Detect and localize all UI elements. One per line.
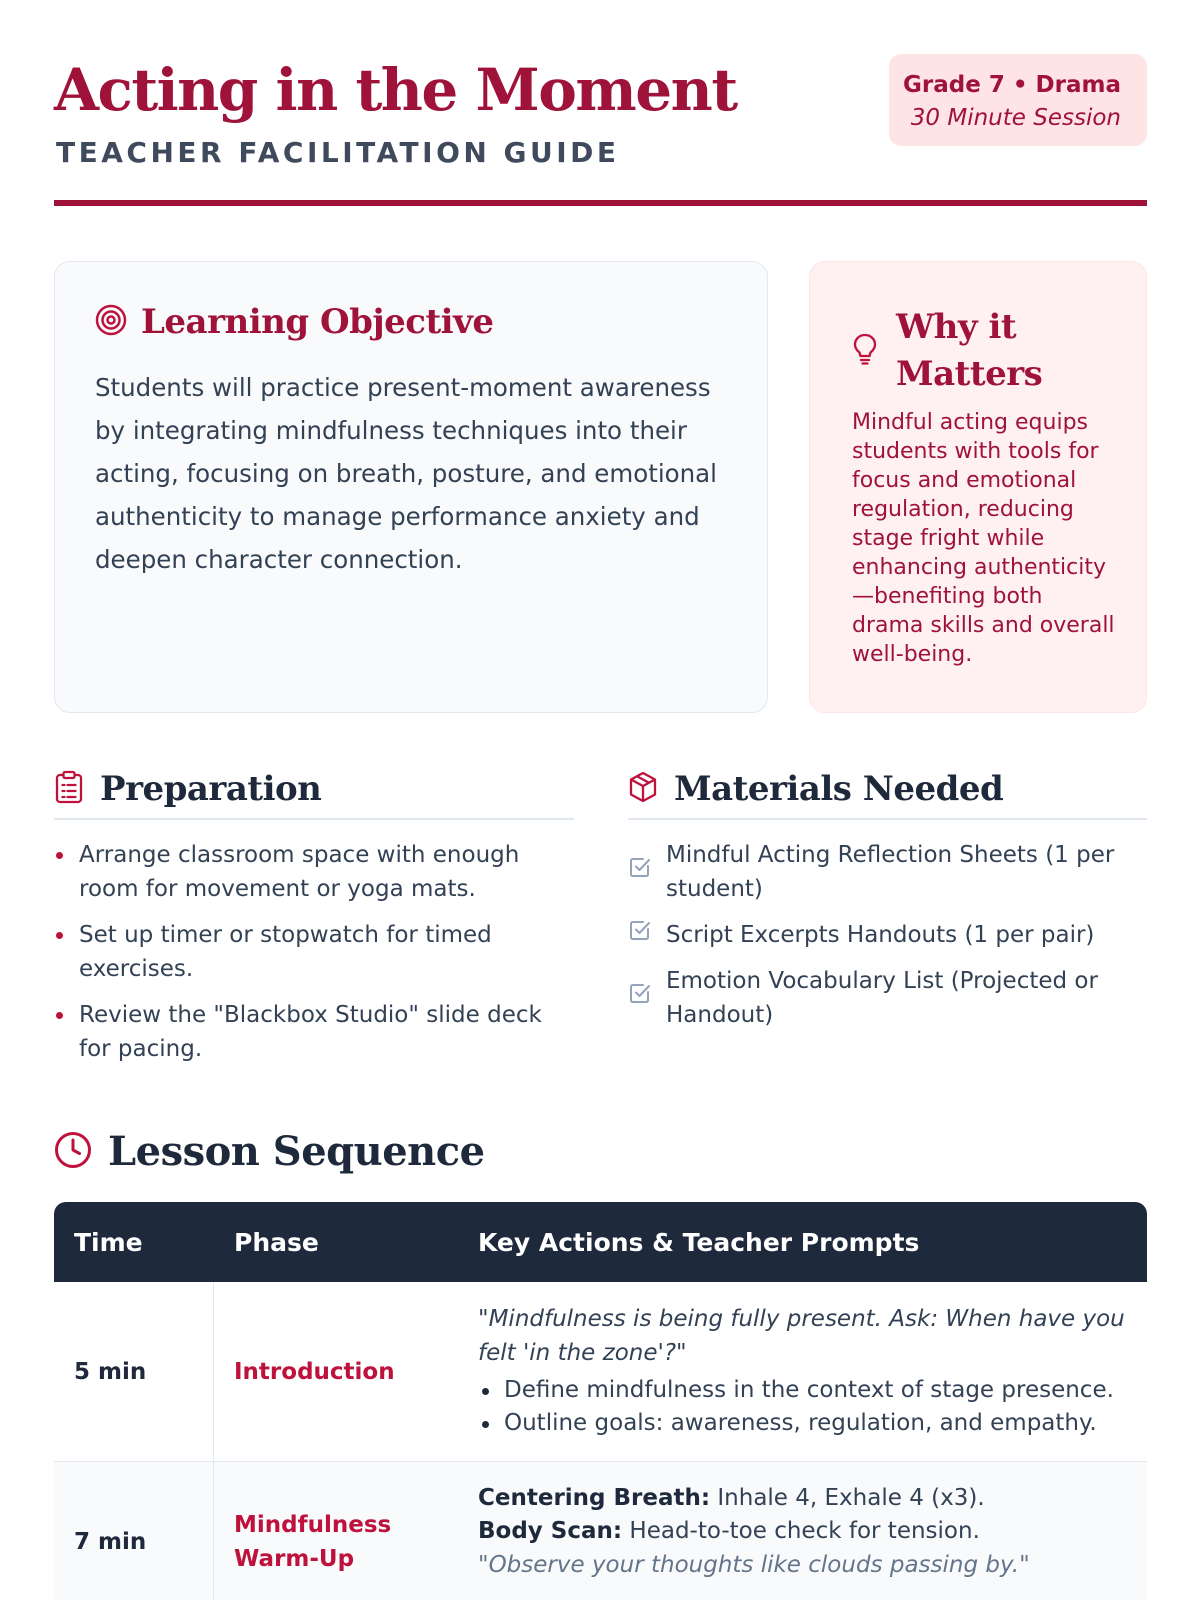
list-item — [54, 918, 574, 986]
action-item-text: Define mindfulness in the context of stage presence. — [504, 1377, 1114, 1403]
preparation-item-text: Review the "Blackbox Studio" slide deck for pacing. — [79, 1002, 542, 1062]
clock-icon — [54, 1131, 92, 1173]
checkbox-icon — [628, 981, 652, 1015]
materials-item-text: Emotion Vocabulary List (Projected or Handout) — [666, 968, 1098, 1028]
session-badge — [889, 54, 1147, 146]
materials-item-text: Script Excerpts Handouts (1 per pair) — [666, 922, 1095, 948]
checkbox-icon — [628, 855, 652, 889]
preparation-item-text: Set up timer or stopwatch for timed exercises. — [79, 922, 492, 982]
action-text: Inhale 4, Exhale 4 (x3). — [710, 1485, 985, 1511]
lesson-sequence-heading: Lesson Sequence — [108, 1128, 485, 1175]
list-item — [628, 918, 1147, 952]
preparation-header — [54, 768, 574, 820]
action-line — [478, 1515, 1147, 1548]
action-text: Head-to-toe check for tension. — [622, 1518, 980, 1544]
preparation-section — [54, 768, 574, 1078]
lightbulb-icon — [852, 332, 878, 370]
bullet-dot — [56, 852, 63, 859]
table-header-row — [54, 1202, 1147, 1282]
preparation-heading: Preparation — [100, 769, 322, 809]
learning-objective-heading: Learning Objective — [141, 302, 494, 342]
learning-objective-header — [95, 302, 493, 342]
action-item-text: Outline goals: awareness, regulation, and empathy. — [504, 1410, 1097, 1436]
list-item — [478, 1374, 1147, 1407]
page-subtitle: TEACHER FACILITATION GUIDE — [56, 136, 620, 169]
bullet-dot — [482, 1421, 489, 1428]
list-item — [628, 838, 1147, 906]
column-header-actions: Key Actions & Teacher Prompts — [478, 1227, 920, 1257]
teacher-prompt: "Observe your thoughts like clouds passing by." — [478, 1552, 1030, 1578]
box-icon — [628, 771, 658, 807]
materials-heading: Materials Needed — [674, 769, 1004, 809]
page-title: Acting in the Moment — [54, 56, 737, 124]
column-header-phase: Phase — [234, 1227, 319, 1257]
lesson-sequence-header — [54, 1128, 485, 1175]
lesson-sequence-table — [54, 1202, 1147, 1600]
target-icon — [95, 304, 127, 340]
action-label: Centering Breath: — [478, 1485, 711, 1511]
action-label: Body Scan: — [478, 1518, 623, 1544]
preparation-item-text: Arrange classroom space with enough room for movement or yoga mats. — [79, 842, 520, 902]
table-row — [54, 1462, 1147, 1600]
preparation-list — [54, 838, 574, 1066]
list-item — [54, 998, 574, 1066]
row-actions — [462, 1282, 1147, 1461]
learning-objective-card — [54, 261, 768, 713]
bullet-dot — [482, 1388, 489, 1395]
materials-list — [628, 838, 1147, 1032]
row-actions — [462, 1462, 1147, 1600]
materials-header — [628, 768, 1147, 820]
teacher-prompt: "Mindfulness is being fully present. Ask: When have you felt 'in the zone'?" — [478, 1306, 1125, 1366]
row-time: 5 min — [54, 1282, 214, 1461]
action-line — [478, 1482, 1147, 1515]
row-phase: Introduction — [234, 1358, 395, 1385]
column-header-time: Time — [74, 1227, 143, 1257]
table-row — [54, 1282, 1147, 1462]
row-phase: Mindfulness Warm-Up — [234, 1511, 392, 1572]
learning-objective-text: Students will practice present-moment awareness by integrating mindfulness techniques into their acting, focusing on breath, posture, and emotional authenticity to manage performance anxiety and deepen character connection. — [95, 373, 717, 574]
header-divider — [54, 200, 1147, 206]
why-it-matters-heading: Why it Matters — [896, 307, 1043, 394]
badge-session: 30 Minute Session — [910, 105, 1121, 131]
list-item — [628, 964, 1147, 1032]
list-item — [478, 1407, 1147, 1440]
why-it-matters-header — [852, 304, 1112, 398]
bullet-dot — [56, 932, 63, 939]
checkbox-icon — [628, 918, 652, 952]
list-item — [54, 838, 574, 906]
materials-section — [628, 768, 1147, 1044]
page-header — [54, 54, 1147, 208]
why-it-matters-text: Mindful acting equips students with tools for focus and emotional regulation, reducing stage fright while enhancing authenticity—benefiting both drama skills and overall well-being. — [852, 410, 1115, 667]
clipboard-icon — [54, 770, 84, 808]
materials-item-text: Mindful Acting Reflection Sheets (1 per student) — [666, 842, 1115, 902]
bullet-dot — [56, 1012, 63, 1019]
why-it-matters-card — [809, 261, 1147, 713]
badge-grade: Grade 7 • Drama — [903, 72, 1121, 98]
row-time: 7 min — [54, 1462, 214, 1600]
action-list — [478, 1374, 1147, 1440]
